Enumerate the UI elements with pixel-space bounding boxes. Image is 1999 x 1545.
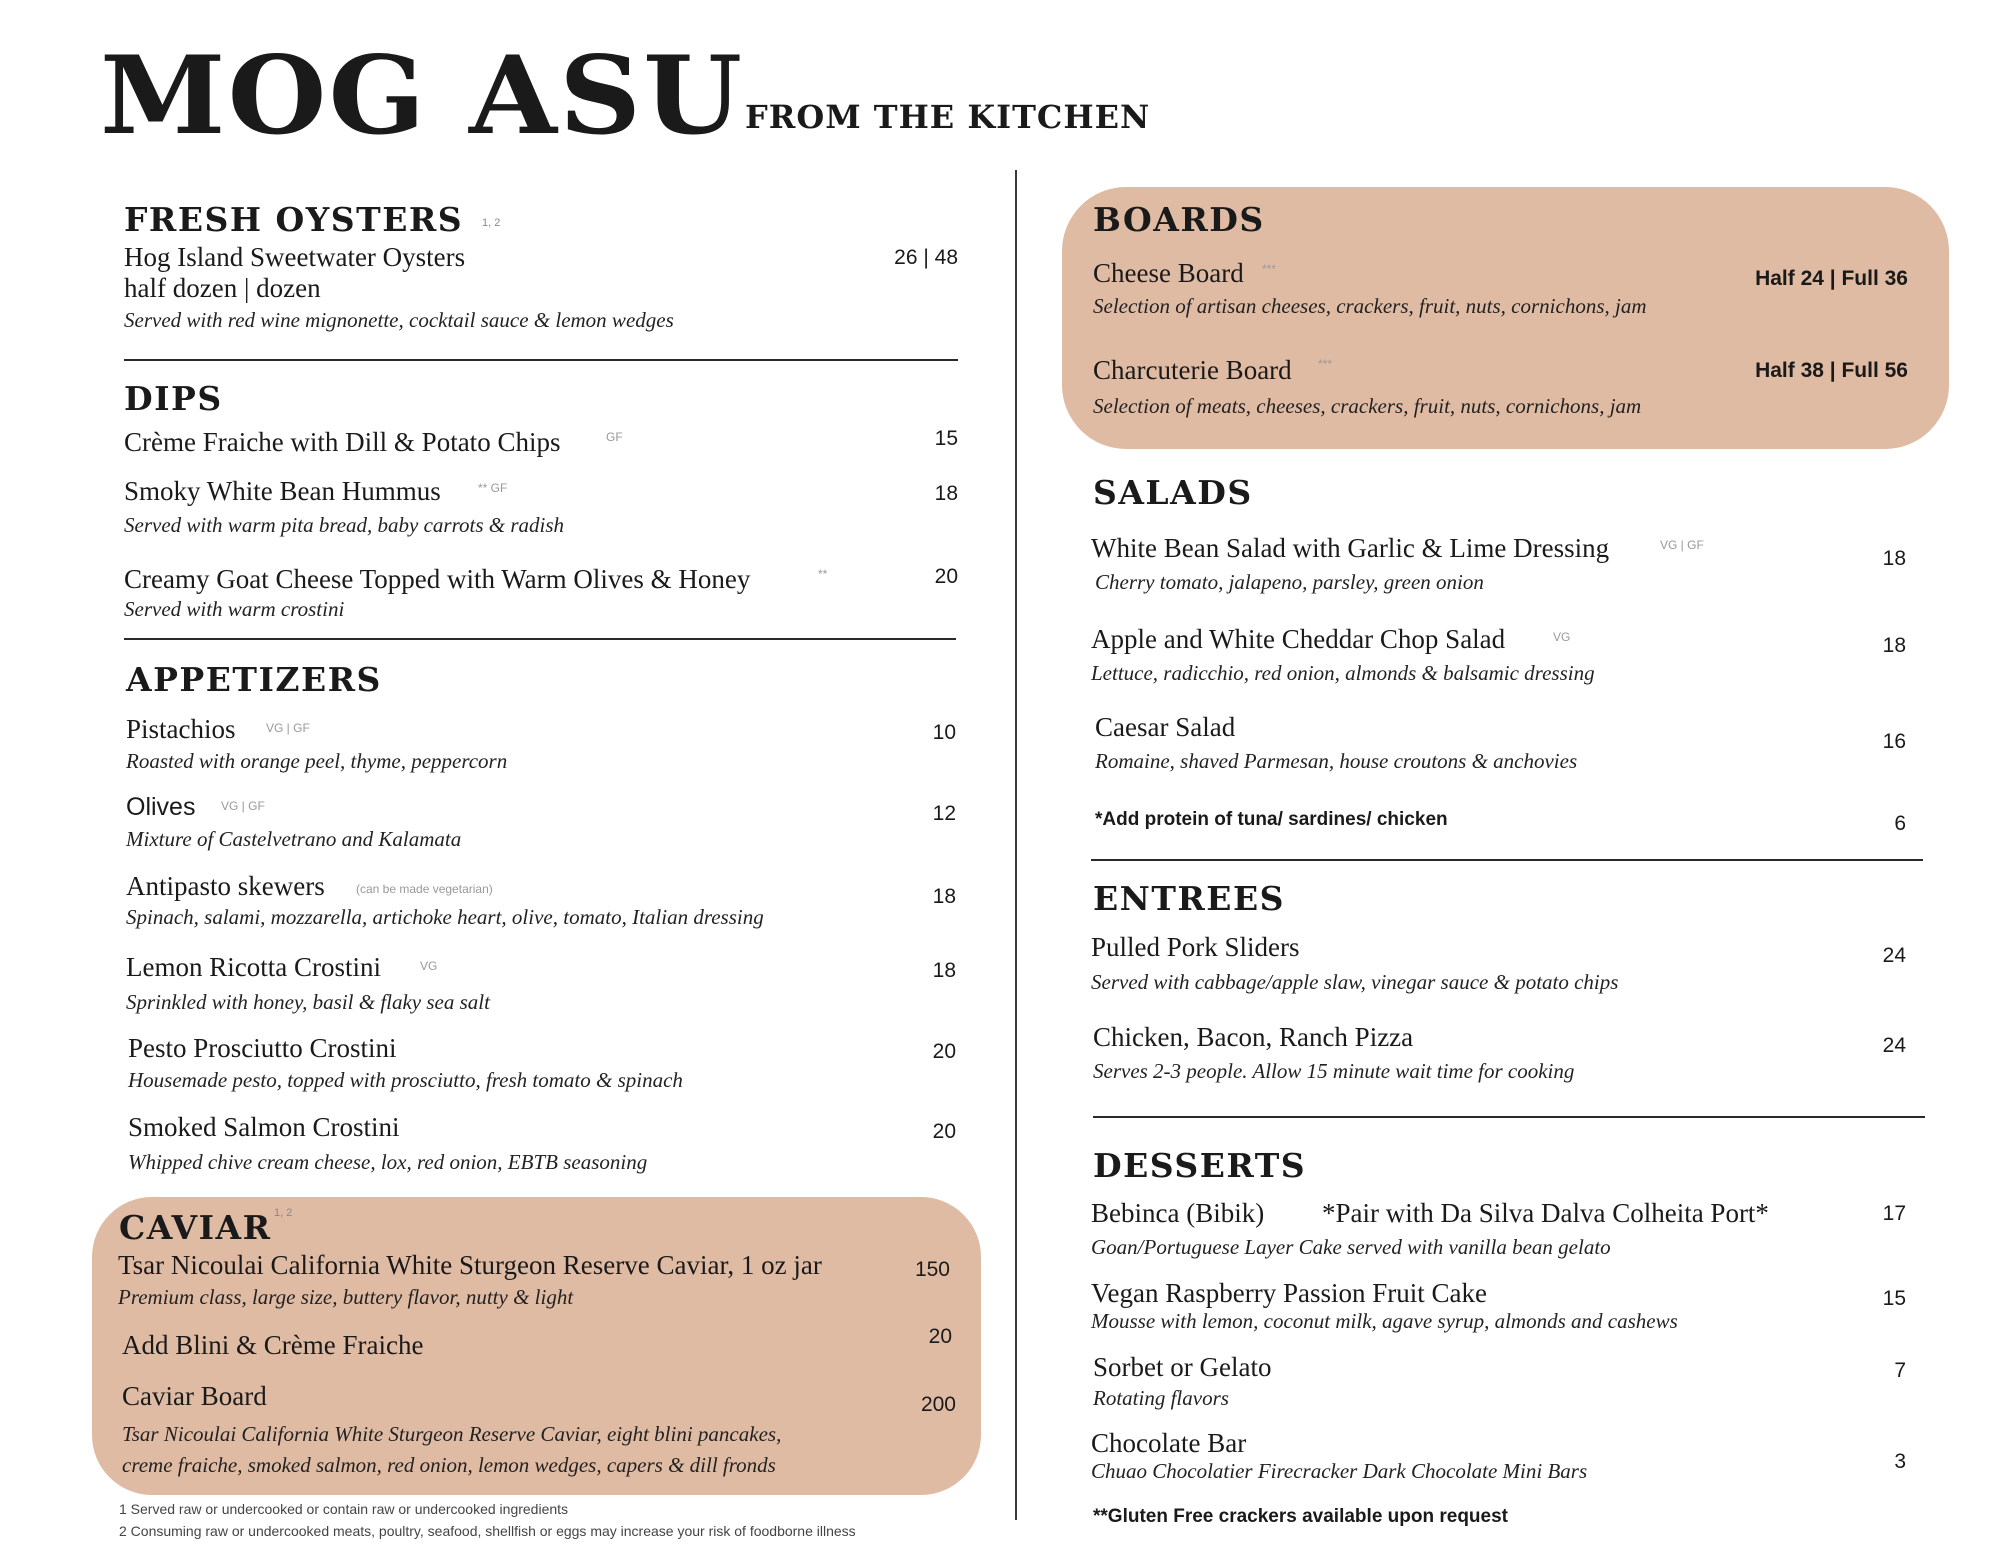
appetizer-item-desc: Roasted with orange peel, thyme, peppercorn	[126, 749, 508, 773]
caviar-item-price: 150	[914, 1258, 950, 1281]
dessert-item-desc: Chuao Chocolatier Firecracker Dark Chocolate Mini Bars	[1091, 1459, 1588, 1483]
dessert-pairing: *Pair with Da Silva Dalva Colheita Port*	[1322, 1198, 1769, 1228]
dessert-item-price: 7	[1894, 1359, 1906, 1382]
entree-item-desc: Serves 2-3 people. Allow 15 minute wait time for cooking	[1093, 1059, 1575, 1083]
dips-item-name: Smoky White Bean Hummus	[124, 476, 441, 506]
salad-item-desc: Cherry tomato, jalapeno, parsley, green onion	[1095, 570, 1484, 594]
footnote: 1 Served raw or undercooked or contain raw or undercooked ingredients	[119, 1501, 569, 1517]
board-item-desc: Selection of meats, cheeses, crackers, fruit, nuts, cornichons, jam	[1093, 394, 1642, 418]
appetizer-item-name: Smoked Salmon Crostini	[128, 1112, 400, 1142]
section-title-dips: DIPS	[124, 379, 223, 418]
appetizer-item-desc: Mixture of Castelvetrano and Kalamata	[126, 827, 462, 851]
salad-item-desc: Romaine, shaved Parmesan, house croutons & anchovies	[1095, 749, 1578, 773]
section-title-boards: BOARDS	[1093, 200, 1265, 239]
dessert-item-price: 3	[1894, 1450, 1906, 1473]
divider	[124, 638, 956, 640]
board-item-name: Charcuterie Board	[1093, 355, 1292, 385]
appetizer-item-price: 12	[932, 802, 956, 825]
dips-item-name: Crème Fraiche with Dill & Potato Chips	[124, 427, 561, 457]
entree-item-price: 24	[1882, 1034, 1906, 1057]
caviar-item-price: 20	[928, 1325, 952, 1348]
oysters-desc: Served with red wine mignonette, cocktail sauce & lemon wedges	[124, 308, 674, 332]
appetizer-item-desc: Whipped chive cream cheese, lox, red onion, EBTB seasoning	[128, 1150, 648, 1174]
oysters-item-size: half dozen | dozen	[124, 273, 321, 303]
dessert-item-name: Chocolate Bar	[1091, 1428, 1247, 1458]
entree-item-desc: Served with cabbage/apple slaw, vinegar sauce & potato chips	[1091, 970, 1619, 994]
oysters-footnote-ref: 1, 2	[482, 217, 501, 229]
salad-item-tag: VG	[1553, 630, 1571, 644]
board-item-desc: Selection of artisan cheeses, crackers, fruit, nuts, cornichons, jam	[1093, 294, 1647, 318]
dessert-item-desc: Rotating flavors	[1093, 1386, 1229, 1410]
dips-item-desc: Served with warm crostini	[124, 597, 345, 621]
dessert-item-desc: Goan/Portuguese Layer Cake served with vanilla bean gelato	[1091, 1235, 1611, 1259]
appetizer-item-name: Pistachios	[126, 714, 236, 744]
board-item-name: Cheese Board	[1093, 258, 1244, 288]
appetizer-item-price: 10	[932, 721, 956, 744]
section-title-oysters: FRESH OYSTERS	[124, 200, 464, 239]
dessert-item-name: Bebinca (Bibik)	[1091, 1198, 1265, 1228]
dips-item-tag: ** GF	[478, 481, 508, 495]
dessert-item-name: Sorbet or Gelato	[1093, 1352, 1272, 1382]
salad-item-name: Apple and White Cheddar Chop Salad	[1091, 624, 1506, 654]
dessert-item-name: Vegan Raspberry Passion Fruit Cake	[1091, 1278, 1487, 1308]
appetizer-item-tag: (can be made vegetarian)	[356, 882, 493, 896]
salad-item-price: 18	[1882, 634, 1906, 657]
oysters-price: 26 | 48	[894, 246, 958, 269]
appetizer-item-name: Olives	[126, 793, 196, 821]
divider	[1093, 1116, 1925, 1118]
salad-item-tag: VG | GF	[1660, 538, 1704, 552]
section-title-desserts: DESSERTS	[1093, 1146, 1307, 1185]
appetizer-item-name: Antipasto skewers	[126, 871, 325, 901]
dips-item-tag: GF	[606, 430, 623, 444]
appetizer-item-tag: VG	[420, 959, 438, 973]
section-title-appetizers: APPETIZERS	[126, 660, 382, 699]
dips-item-price: 18	[934, 482, 958, 505]
divider	[1091, 859, 1923, 861]
dips-item-tag: **	[818, 567, 828, 581]
caviar-item-name: Caviar Board	[122, 1381, 267, 1411]
salad-item-name: White Bean Salad with Garlic & Lime Dressing	[1091, 533, 1610, 563]
brand-logo: MOG ASU	[100, 33, 745, 159]
salad-item-desc: Lettuce, radicchio, red onion, almonds & balsamic dressing	[1091, 661, 1595, 685]
caviar-item-price: 200	[920, 1393, 956, 1416]
dessert-item-desc: Mousse with lemon, coconut milk, agave syrup, almonds and cashews	[1091, 1309, 1678, 1333]
section-title-caviar: CAVIAR	[119, 1208, 272, 1247]
caviar-footnote-ref: 1, 2	[274, 1207, 293, 1219]
board-item-tag: ***	[1262, 262, 1277, 276]
appetizer-item-desc: Spinach, salami, mozzarella, artichoke heart, olive, tomato, Italian dressing	[126, 905, 764, 929]
salad-addon-price: 6	[1894, 812, 1906, 835]
entree-item-name: Pulled Pork Sliders	[1091, 932, 1300, 962]
board-item-price: Half 38 | Full 56	[1755, 359, 1908, 382]
section-title-entrees: ENTREES	[1093, 879, 1285, 918]
appetizer-item-name: Lemon Ricotta Crostini	[126, 952, 381, 982]
appetizer-item-price: 18	[932, 885, 956, 908]
salad-item-name: Caesar Salad	[1095, 712, 1236, 742]
gluten-free-note: **Gluten Free crackers available upon request	[1093, 1506, 1509, 1527]
footnote: 2 Consuming raw or undercooked meats, poultry, seafood, shellfish or eggs may increase your risk of foodborne illness	[119, 1523, 856, 1539]
divider	[124, 359, 958, 361]
dessert-item-price: 17	[1882, 1202, 1906, 1225]
appetizer-item-price: 20	[932, 1120, 956, 1143]
appetizer-item-price: 18	[932, 959, 956, 982]
appetizer-item-name: Pesto Prosciutto Crostini	[128, 1033, 397, 1063]
column-divider	[1015, 170, 1017, 1520]
dips-item-desc: Served with warm pita bread, baby carrots & radish	[124, 513, 565, 537]
appetizer-item-tag: VG | GF	[221, 799, 265, 813]
appetizer-item-price: 20	[932, 1040, 956, 1063]
caviar-item-name: Add Blini & Crème Fraiche	[122, 1330, 424, 1360]
salad-item-price: 16	[1882, 730, 1906, 753]
dessert-item-price: 15	[1882, 1287, 1906, 1310]
caviar-item-desc: Tsar Nicoulai California White Sturgeon Reserve Caviar, eight blini pancakes,	[122, 1422, 782, 1446]
appetizer-item-tag: VG | GF	[266, 721, 310, 735]
appetizer-item-desc: Sprinkled with honey, basil & flaky sea salt	[126, 990, 490, 1014]
appetizer-item-desc: Housemade pesto, topped with prosciutto, fresh tomato & spinach	[128, 1068, 683, 1092]
oysters-item-name: Hog Island Sweetwater Oysters	[124, 242, 466, 272]
dips-item-price: 20	[934, 565, 958, 588]
entree-item-name: Chicken, Bacon, Ranch Pizza	[1093, 1022, 1414, 1052]
board-item-price: Half 24 | Full 36	[1755, 267, 1908, 290]
salad-item-price: 18	[1882, 547, 1906, 570]
dips-item-name: Creamy Goat Cheese Topped with Warm Olives & Honey	[124, 564, 751, 594]
salad-addon: *Add protein of tuna/ sardines/ chicken	[1095, 809, 1448, 830]
section-title-salads: SALADS	[1093, 473, 1253, 512]
caviar-item-desc: Premium class, large size, buttery flavor, nutty & light	[118, 1285, 574, 1309]
caviar-item-name: Tsar Nicoulai California White Sturgeon Reserve Caviar, 1 oz jar	[118, 1250, 822, 1280]
caviar-item-desc-line2: creme fraiche, smoked salmon, red onion, lemon wedges, capers & dill fronds	[122, 1453, 776, 1477]
page-subtitle: FROM THE KITCHEN	[745, 98, 1151, 136]
entree-item-price: 24	[1882, 944, 1906, 967]
board-item-tag: ***	[1318, 357, 1333, 371]
dips-item-price: 15	[934, 427, 958, 450]
